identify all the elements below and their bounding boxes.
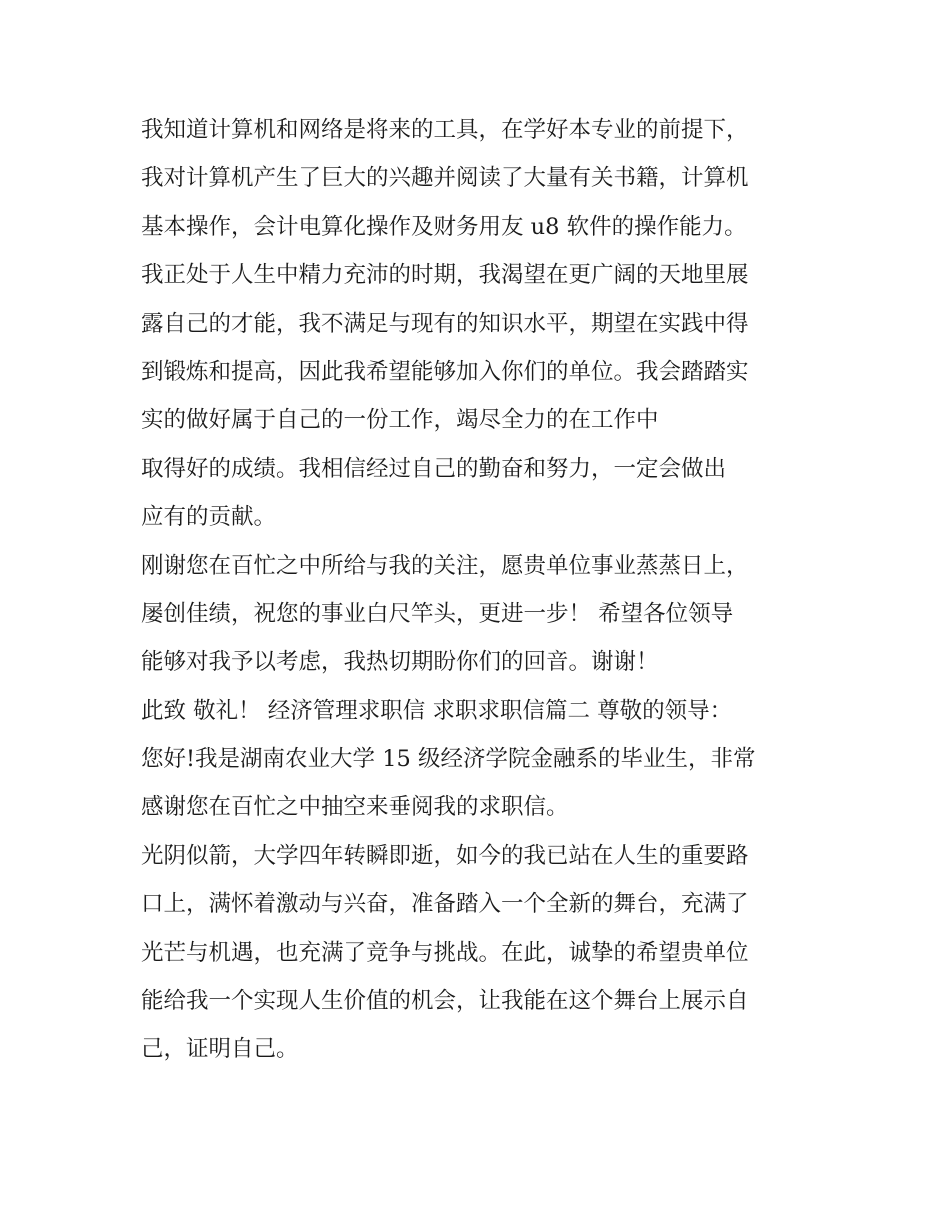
text-line: 口上，满怀着激动与兴奋，准备踏入一个全新的舞台，充满了: [141, 891, 749, 918]
text-line: 我知道计算机和网络是将来的工具，在学好本专业的前提下，: [141, 117, 749, 143]
text-line: 能给我一个实现人生价值的机会，让我能在这个舞台上展示自: [141, 988, 749, 1015]
text-line: 应有的贡献。: [141, 504, 277, 531]
text-line: 光芒与机遇，也充满了竞争与挑战。在此，诚挚的希望贵单位: [141, 939, 749, 966]
text-line: 己，证明自己。: [141, 1036, 299, 1063]
body-text: [141, 106, 821, 1074]
text-line: 取得好的成绩。我相信经过自己的勤奋和努力，一定会做出: [141, 455, 727, 482]
text-line: 屡创佳绩，祝您的事业白尺竿头，更进一步！ 希望各位领导: [141, 600, 734, 627]
text-line: 实的做好属于自己的一份工作，竭尽全力的在工作中: [141, 407, 659, 434]
text-line: 我对计算机产生了巨大的兴趣并阅读了大量有关书籍，计算机: [141, 165, 749, 192]
text-line: 刚谢您在百忙之中所给与我的关注，愿贵单位事业蒸蒸日上，: [141, 552, 749, 579]
text-line: 我正处于人生中精力充沛的时期，我渴望在更广阔的天地里展: [141, 262, 749, 289]
text-line: 能够对我予以考虑，我热切期盼你们的回音。谢谢！: [141, 649, 659, 676]
text-line: 光阴似箭，大学四年转瞬即逝，如今的我已站在人生的重要路: [141, 842, 749, 869]
text-line: 到锻炼和提高，因此我希望能够加入你们的单位。我会踏踏实: [141, 358, 749, 385]
text-line: 您好!我是湖南农业大学 15 级经济学院金融系的毕业生，非常: [141, 746, 756, 773]
text-line: 露自己的才能，我不满足与现有的知识水平，期望在实践中得: [141, 310, 749, 337]
text-line: 基本操作，会计电算化操作及财务用友 u8 软件的操作能力。: [141, 213, 747, 240]
text-line: 此致 敬礼！ 经济管理求职信 求职求职信篇二 尊敬的领导：: [141, 697, 733, 724]
text-line: 感谢您在百忙之中抽空来垂阅我的求职信。: [141, 794, 569, 821]
